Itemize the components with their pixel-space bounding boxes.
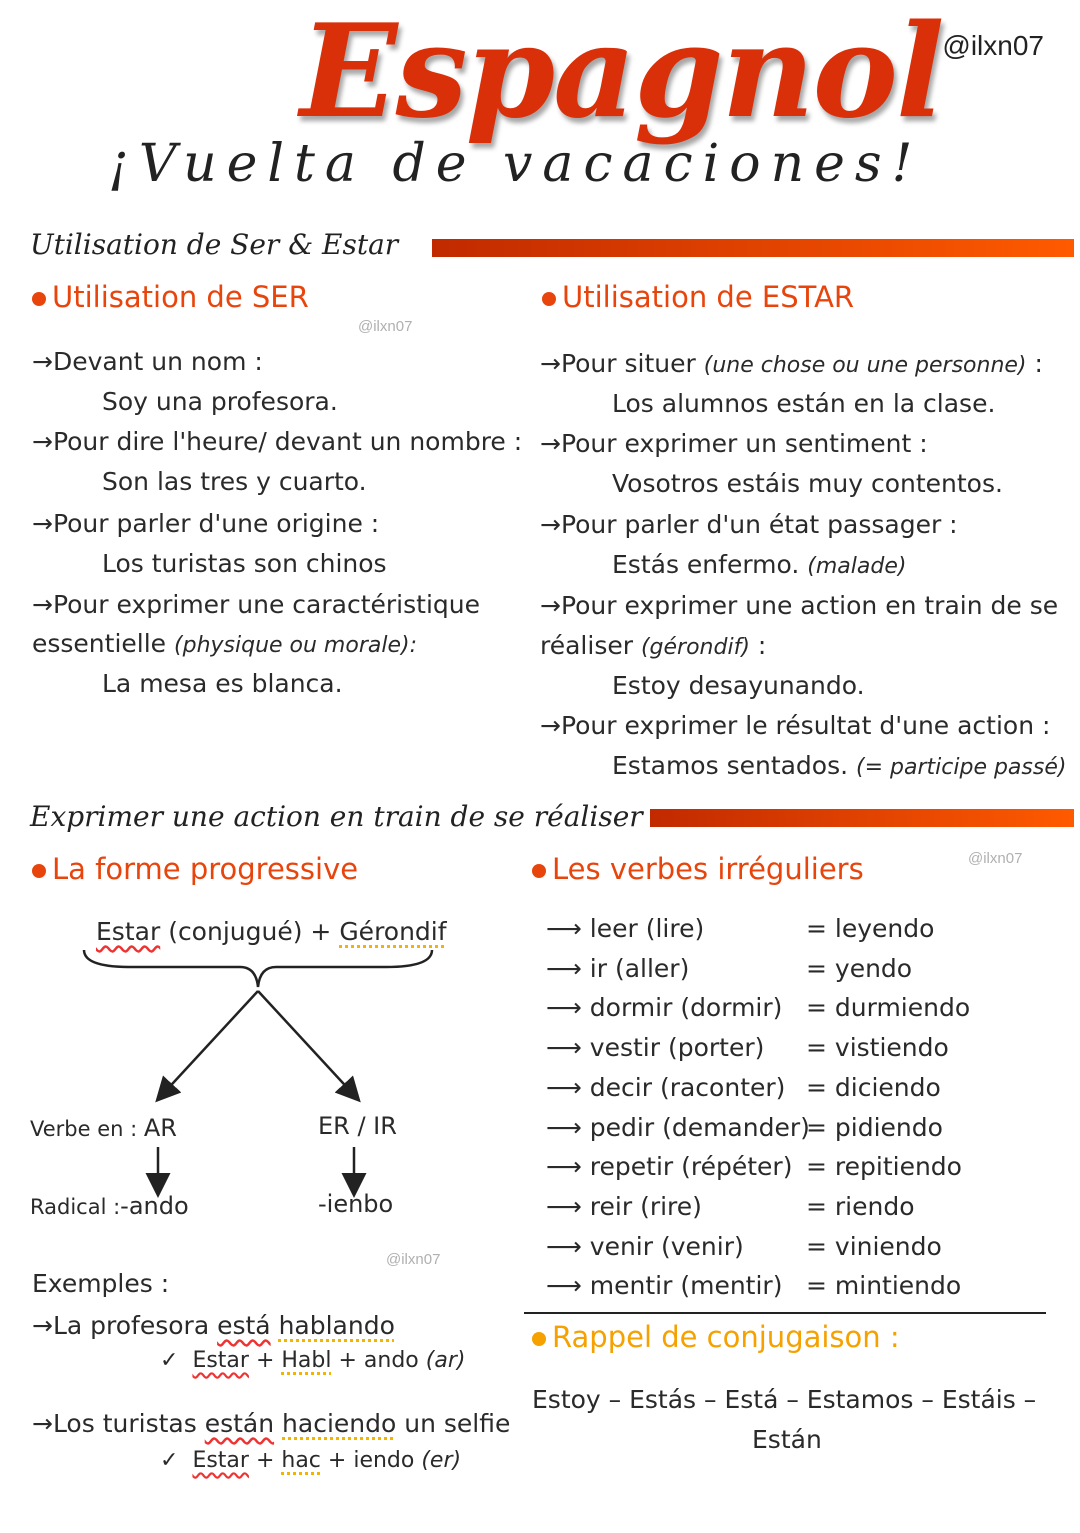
bullet-dot: [32, 292, 46, 306]
ser-example-3: Los turistas son chinos: [102, 549, 387, 578]
estar-rule-1: →Pour situer (une chose ou une personne) :: [540, 349, 1043, 378]
irregular-verb: ⟶ repetir (répéter): [546, 1152, 793, 1182]
rappel-line-1: Estoy – Estás – Está – Estamos – Estáis –: [532, 1385, 1037, 1414]
verbe-en-label: Verbe en : AR: [30, 1114, 177, 1142]
estar-example-5: Estamos sentados. (= participe passé): [612, 751, 1067, 780]
example-1: →La profesora está hablando: [32, 1311, 395, 1340]
irregular-gerund: = diciendo: [806, 1072, 941, 1102]
irregular-gerund: = leyendo: [806, 914, 935, 943]
watermark: @ilxn07: [358, 318, 413, 335]
section-divider-bar: [650, 809, 1074, 827]
rappel-line-2: Están: [752, 1425, 822, 1454]
progressive-diagram: [70, 945, 450, 1205]
example-2: →Los turistas están haciendo un selfie: [32, 1409, 511, 1438]
irregular-verb: ⟶ pedir (demander): [546, 1112, 810, 1142]
irregular-gerund: = repitiendo: [806, 1152, 962, 1182]
ser-rule-3: →Pour parler d'une origine :: [32, 509, 380, 538]
irregular-verb: ⟶ vestir (porter): [546, 1033, 765, 1063]
bullet-dot: [532, 864, 546, 878]
irregular-gerund: = vistiendo: [806, 1033, 949, 1063]
formula: Estar (conjugué) + Gérondif: [96, 917, 447, 946]
radical-label: Radical :-ando: [30, 1192, 189, 1220]
right-ending: ER / IR: [318, 1112, 397, 1140]
progressive-title: La forme progressive: [32, 852, 358, 886]
bullet-dot: [32, 864, 46, 878]
divider-line: [524, 1312, 1046, 1314]
estar-example-3: Estás enfermo. (malade): [612, 550, 907, 579]
estar-example-2: Vosotros estáis muy contentos.: [612, 469, 1003, 498]
bullet-dot: [532, 1332, 546, 1346]
brace: [84, 950, 432, 987]
estar-rule-5: →Pour exprimer le résultat d'une action :: [540, 711, 1051, 740]
ser-title: Utilisation de SER: [32, 280, 309, 314]
irregular-verb: ⟶ decir (raconter): [546, 1072, 786, 1102]
bullet-dot: [542, 292, 556, 306]
ser-example-4: La mesa es blanca.: [102, 669, 343, 698]
irregular-gerund: = viniendo: [806, 1231, 942, 1261]
watermark: @ilxn07: [968, 850, 1023, 867]
rappel-title: Rappel de conjugaison :: [532, 1320, 900, 1354]
irregular-gerund: = mintiendo: [806, 1271, 962, 1301]
arrow-right: [258, 991, 354, 1095]
check-icon: ✓: [160, 1448, 179, 1473]
irregular-verb: ⟶ mentir (mentir): [546, 1271, 783, 1301]
irregular-gerund: = pidiendo: [806, 1112, 943, 1142]
ser-rule-1: →Devant un nom :: [32, 347, 263, 376]
irregular-verb: ⟶ ir (aller): [546, 953, 690, 983]
irregular-verb: ⟶ reir (rire): [546, 1191, 702, 1221]
section-heading-progressive: Exprimer une action en train de se réaliser: [30, 800, 643, 833]
irregulars-title: Les verbes irréguliers: [532, 852, 864, 886]
irregular-gerund: = durmiendo: [806, 993, 971, 1023]
irregular-verb: ⟶ leer (lire): [546, 914, 705, 943]
examples-label: Exemples :: [32, 1269, 170, 1298]
estar-title: Utilisation de ESTAR: [542, 280, 854, 314]
estar-example-4: Estoy desayunando.: [612, 671, 865, 700]
irregular-gerund: = riendo: [806, 1191, 915, 1221]
arrow-left: [162, 991, 258, 1095]
example-1-breakdown: ✓ Estar + Habl + ando (ar): [160, 1348, 466, 1373]
ser-rule-4: →Pour exprimer une caractéristique: [32, 590, 480, 619]
estar-rule-2: →Pour exprimer un sentiment :: [540, 429, 928, 458]
right-suffix: -ienbo: [318, 1190, 394, 1218]
estar-rule-4-cont: réaliser (gérondif) :: [540, 631, 767, 660]
ser-rule-2: →Pour dire l'heure/ devant un nombre :: [32, 427, 523, 456]
watermark: @ilxn07: [386, 1251, 441, 1268]
page-subtitle: ¡Vuelta de vacaciones!: [108, 134, 923, 194]
author-handle: @ilxn07: [942, 30, 1044, 61]
section-divider-bar: [432, 239, 1074, 257]
example-2-breakdown: ✓ Estar + hac + iendo (er): [160, 1448, 462, 1473]
estar-rule-4: →Pour exprimer une action en train de se: [540, 591, 1059, 620]
ser-example-2: Son las tres y cuarto.: [102, 467, 367, 496]
irregular-verb: ⟶ venir (venir): [546, 1231, 744, 1261]
estar-rule-3: →Pour parler d'un état passager :: [540, 510, 958, 539]
page-title: Espagnol: [300, 0, 943, 147]
section-heading-ser-estar: Utilisation de Ser & Estar: [30, 228, 399, 261]
ser-example-1: Soy una profesora.: [102, 387, 338, 416]
ser-rule-4-cont: essentielle (physique ou morale):: [32, 629, 417, 658]
irregular-gerund: = yendo: [806, 953, 913, 983]
irregular-verb: ⟶ dormir (dormir): [546, 993, 783, 1023]
estar-example-1: Los alumnos están en la clase.: [612, 389, 996, 418]
check-icon: ✓: [160, 1348, 179, 1373]
